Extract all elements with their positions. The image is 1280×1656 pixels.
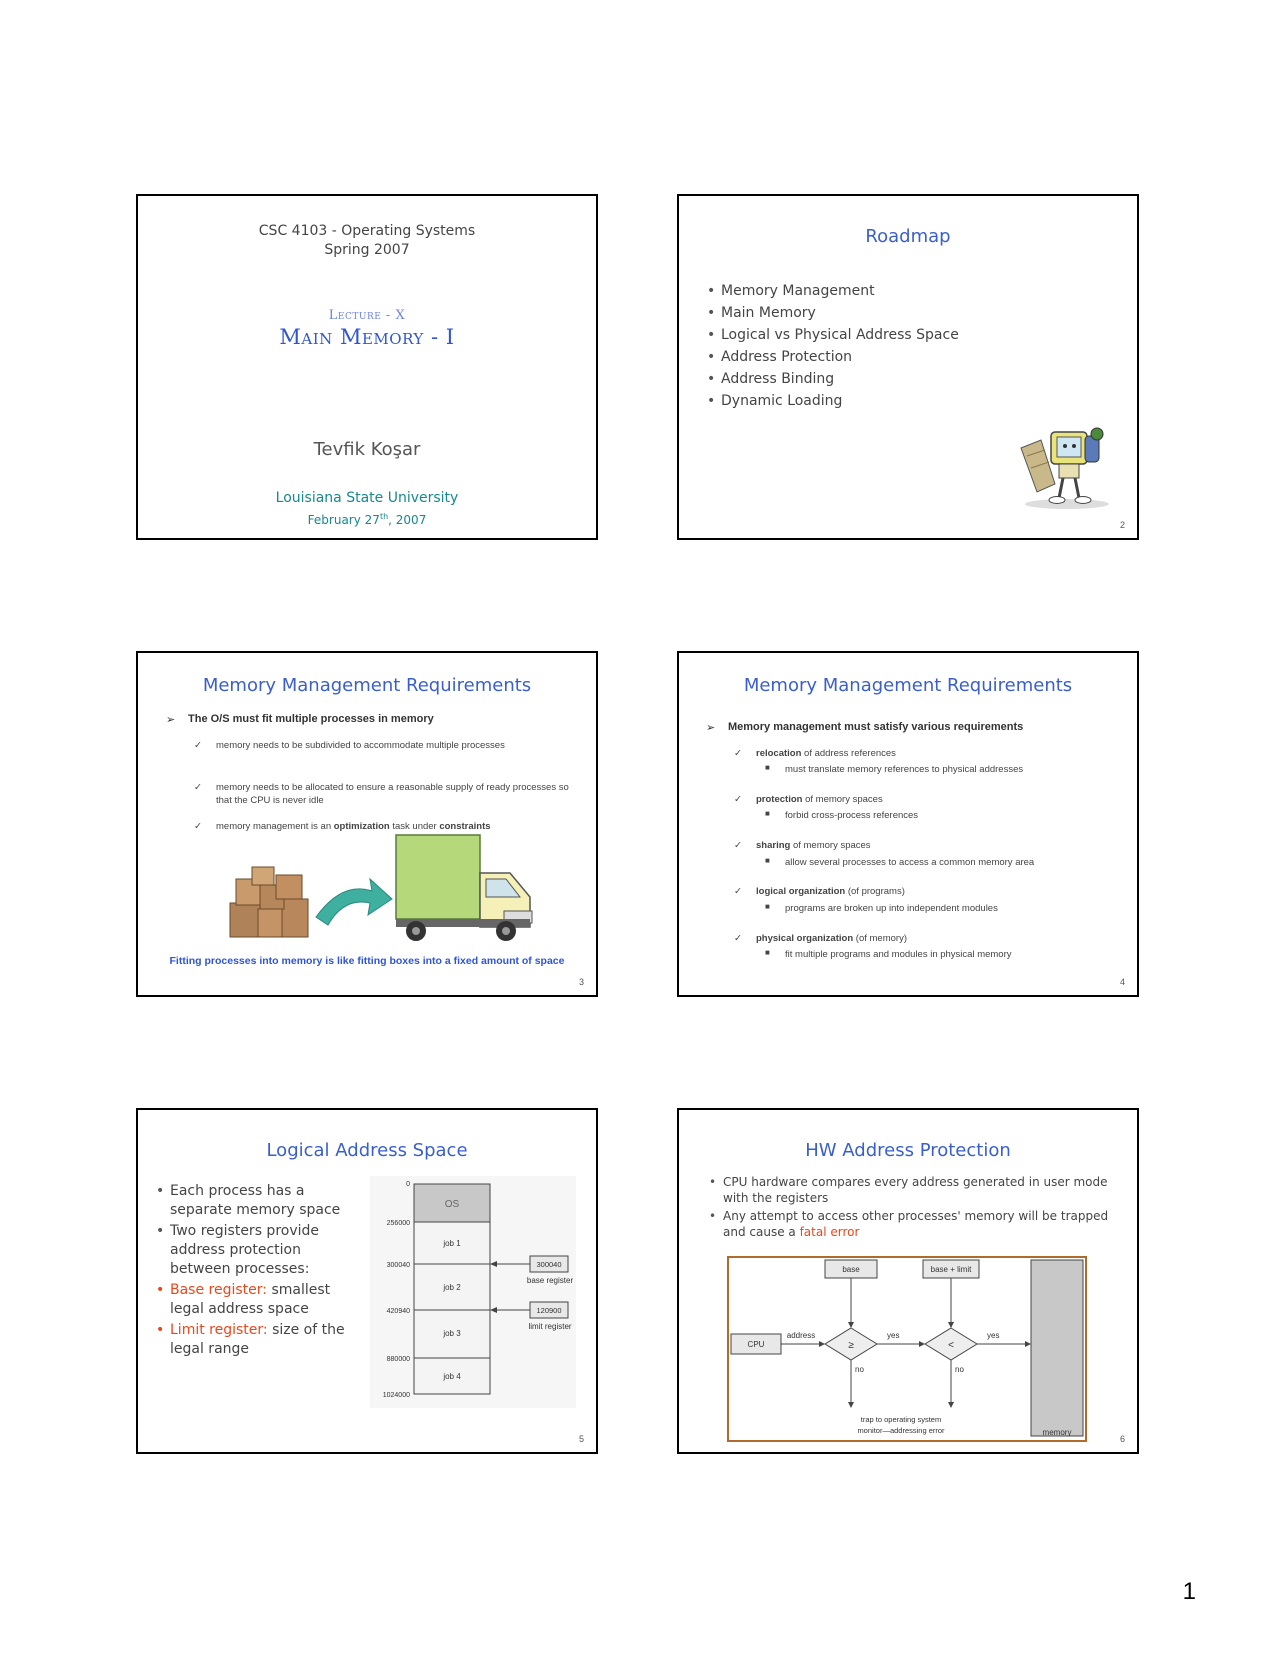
detail-text: forbid cross-process references [785, 810, 919, 821]
boxes-image [226, 865, 310, 943]
list-item [709, 1208, 1109, 1240]
term-text: size of the legal range [170, 1322, 345, 1357]
list-item: • CPU hardware compares every address generated in user mode with the registers [709, 1174, 1109, 1206]
address-label: address [786, 1331, 816, 1340]
slide-mm-requirements-2 [677, 651, 1139, 997]
sub-bullet-text: memory needs to be allocated to ensure a reasonable supply of ready processes so [216, 782, 569, 793]
date-year: , 2007 [388, 513, 427, 527]
lecture-date [138, 512, 596, 527]
bold-term: optimization [333, 821, 390, 832]
requirement-name: sharing [756, 840, 791, 851]
main-bullet [706, 721, 1024, 734]
check-icon: ✓ [194, 821, 202, 832]
slide-caption: Fitting processes into memory is like fitting boxes into a fixed amount of space [169, 955, 565, 967]
requirement-text: of memory spaces [790, 840, 871, 851]
list-item: • Main Memory [707, 302, 959, 324]
requirement-text: (of programs) [845, 886, 905, 897]
slide-number: 3 [578, 977, 584, 987]
slide-heading: HW Address Protection [805, 1140, 1011, 1161]
slide-logical-address-space [136, 1108, 598, 1454]
no-label: no [855, 1365, 864, 1374]
course-term: Spring 2007 [324, 242, 410, 258]
detail-text: allow several processes to access a common memory area [785, 857, 1035, 868]
block-label: OS [444, 1199, 460, 1210]
check-icon: ✓ [734, 794, 742, 805]
fatal-error-text: fatal error [799, 1225, 860, 1239]
block-label: job 3 [443, 1329, 461, 1338]
requirement-item [734, 932, 907, 945]
check-icon: ✓ [194, 740, 202, 751]
block-label: job 4 [443, 1372, 461, 1381]
requirement-detail [765, 763, 1024, 775]
square-bullet-icon: ■ [765, 809, 770, 818]
base-limit-box-label: base + limit [930, 1265, 972, 1274]
square-bullet-icon: ■ [765, 902, 770, 911]
memory-layout-diagram [370, 1176, 576, 1408]
address-label: 1024000 [382, 1392, 410, 1399]
requirement-item [734, 839, 871, 852]
truck-image [394, 833, 536, 945]
list-item: • Address Binding [707, 368, 959, 390]
yes-label: yes [887, 1331, 900, 1340]
requirement-detail [765, 902, 998, 914]
base-box-label: base [842, 1265, 860, 1274]
sub-bullet-text-cont: that the CPU is never idle [216, 795, 324, 806]
bullet-list [156, 1182, 356, 1361]
block-label: job 1 [443, 1239, 461, 1248]
check-icon: ✓ [194, 782, 202, 793]
list-item: • Dynamic Loading [707, 390, 959, 412]
base-register-value: 300040 [536, 1260, 562, 1269]
slide-hw-address-protection [677, 1108, 1139, 1454]
requirement-name: physical organization [756, 933, 854, 944]
slide-number: 5 [578, 1434, 584, 1444]
address-protection-diagram [727, 1256, 1087, 1442]
requirement-detail [765, 856, 1035, 868]
page-number: 1 [1182, 1578, 1196, 1605]
date-main: February 27 [307, 513, 380, 527]
trap-label: trap to operating system [860, 1415, 942, 1424]
sub-bullet [194, 739, 505, 752]
term-label: Limit register: [170, 1322, 268, 1338]
arrow-image [312, 877, 394, 927]
requirement-name: logical organization [756, 886, 846, 897]
list-item: • Memory Management [707, 280, 959, 302]
check-icon: ✓ [734, 933, 742, 944]
square-bullet-icon: ■ [765, 948, 770, 957]
slide-number: 4 [1119, 977, 1125, 987]
arrow-bullet-icon: ➢ [166, 714, 176, 726]
block-label: job 2 [443, 1283, 461, 1292]
limit-register-value: 120900 [536, 1306, 562, 1315]
requirement-item [734, 747, 896, 760]
main-bullet-text: Memory management must satisfy various requirements [728, 721, 1024, 733]
arrow-bullet-icon: ➢ [706, 722, 716, 734]
trap-label: monitor—addressing error [857, 1426, 945, 1435]
list-item [156, 1321, 356, 1359]
address-label: 0 [406, 1181, 410, 1188]
slide-mm-requirements-1 [136, 651, 598, 997]
course-name: CSC 4103 - Operating Systems [258, 223, 476, 239]
requirement-text: (of memory) [853, 933, 907, 944]
requirement-text: of memory spaces [802, 794, 883, 805]
roadmap-list [707, 280, 959, 412]
term-label: Base register: [170, 1282, 268, 1298]
list-item-text: Any attempt to access other processes' memory will be trapped and cause a [723, 1209, 1109, 1239]
slide-title [136, 194, 598, 540]
slide-number: 2 [1119, 520, 1125, 530]
requirement-item [734, 793, 883, 806]
list-item: • Logical vs Physical Address Space [707, 324, 959, 346]
address-label: 300040 [386, 1262, 410, 1269]
requirement-name: protection [756, 794, 803, 805]
slide-roadmap [677, 194, 1139, 540]
memory-label: memory [1042, 1428, 1072, 1437]
lt-comparator: < [948, 1340, 954, 1351]
base-register-label: base register [526, 1276, 574, 1285]
detail-text: fit multiple programs and modules in physical memory [785, 949, 1012, 960]
address-label: 256000 [386, 1220, 410, 1227]
cpu-label: CPU [747, 1340, 765, 1349]
sub-bullet [194, 820, 491, 833]
lecture-title: Main Memory - I [279, 325, 455, 349]
university-name: Louisiana State University [275, 490, 459, 506]
address-label: 880000 [386, 1356, 410, 1363]
detail-text: programs are broken up into independent modules [785, 903, 998, 914]
sub-bullet [194, 781, 586, 807]
check-icon: ✓ [734, 840, 742, 851]
slide-heading: Memory Management Requirements [202, 675, 532, 696]
requirement-detail [765, 948, 1012, 960]
square-bullet-icon: ■ [765, 856, 770, 865]
slide-heading: Roadmap [865, 226, 951, 247]
list-item: • Two registers provide address protection between processes: [156, 1222, 356, 1279]
ge-comparator: ≥ [848, 1340, 854, 1351]
lecture-number: Lecture - X [328, 308, 406, 323]
term-text: smallest legal address space [170, 1282, 331, 1317]
detail-text: must translate memory references to physical addresses [785, 764, 1024, 775]
requirement-detail [765, 809, 919, 821]
yes-label: yes [987, 1331, 1000, 1340]
bullet-list [709, 1174, 1109, 1242]
slide-heading: Logical Address Space [266, 1140, 468, 1161]
date-suffix: th [379, 512, 389, 521]
main-bullet [166, 713, 434, 726]
address-label: 420940 [386, 1308, 410, 1315]
author-name: Tevfik Koşar [313, 439, 421, 460]
sub-bullet-text: memory management is an [216, 821, 334, 832]
list-item [156, 1281, 356, 1319]
sub-bullet-text: task under [389, 821, 440, 832]
list-item: • Address Protection [707, 346, 959, 368]
requirement-text: of address references [801, 748, 896, 759]
no-label: no [955, 1365, 964, 1374]
list-item: • Each process has a separate memory space [156, 1182, 356, 1220]
limit-register-label: limit register [528, 1322, 572, 1331]
requirement-item [734, 885, 905, 898]
computer-character-image [1015, 426, 1115, 512]
sub-bullet-text: memory needs to be subdivided to accommodate multiple processes [216, 740, 505, 751]
bold-term: constraints [439, 821, 491, 832]
square-bullet-icon: ■ [765, 763, 770, 772]
main-bullet-text: The O/S must fit multiple processes in memory [188, 713, 434, 725]
check-icon: ✓ [734, 886, 742, 897]
requirement-name: relocation [756, 748, 802, 759]
check-icon: ✓ [734, 748, 742, 759]
slide-number: 6 [1119, 1434, 1125, 1444]
slide-heading: Memory Management Requirements [743, 675, 1073, 696]
course-info [138, 222, 596, 260]
